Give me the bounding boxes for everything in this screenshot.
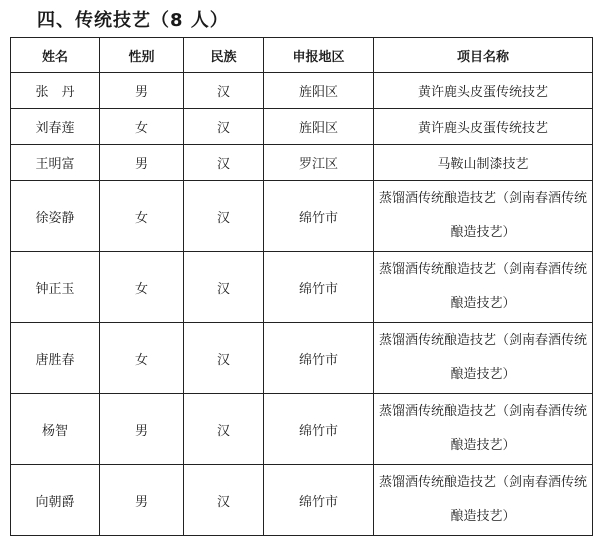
cell-ethnicity: 汉	[184, 323, 264, 394]
cell-name: 钟正玉	[11, 252, 100, 323]
cell-gender: 女	[100, 323, 184, 394]
cell-project: 蒸馏酒传统酿造技艺（剑南春酒传统酿造技艺）	[374, 323, 593, 394]
table-row	[11, 109, 593, 145]
cell-project: 黄许鹿头皮蛋传统技艺	[374, 109, 593, 145]
inheritor-table	[10, 37, 593, 536]
table-row	[11, 323, 593, 394]
cell-gender: 女	[100, 109, 184, 145]
cell-region: 旌阳区	[264, 73, 374, 109]
cell-name: 唐胜春	[11, 323, 100, 394]
header-region: 申报地区	[264, 38, 374, 73]
cell-name: 向朝爵	[11, 465, 100, 536]
cell-region: 绵竹市	[264, 323, 374, 394]
cell-name: 张 丹	[11, 73, 100, 109]
header-ethnicity: 民族	[184, 38, 264, 73]
cell-region: 绵竹市	[264, 394, 374, 465]
cell-ethnicity: 汉	[184, 394, 264, 465]
cell-region: 绵竹市	[264, 465, 374, 536]
table-row	[11, 394, 593, 465]
header-project: 项目名称	[374, 38, 593, 73]
cell-ethnicity: 汉	[184, 109, 264, 145]
cell-name: 杨智	[11, 394, 100, 465]
table-header-row	[11, 38, 593, 73]
section-title: 四、传统技艺（8 人）	[37, 10, 229, 31]
cell-ethnicity: 汉	[184, 145, 264, 181]
cell-project: 蒸馏酒传统酿造技艺（剑南春酒传统酿造技艺）	[374, 252, 593, 323]
cell-ethnicity: 汉	[184, 181, 264, 252]
cell-name: 刘春莲	[11, 109, 100, 145]
cell-name: 徐姿静	[11, 181, 100, 252]
cell-gender: 男	[100, 145, 184, 181]
cell-region: 旌阳区	[264, 109, 374, 145]
cell-name: 王明富	[11, 145, 100, 181]
cell-region: 罗江区	[264, 145, 374, 181]
cell-region: 绵竹市	[264, 252, 374, 323]
cell-ethnicity: 汉	[184, 73, 264, 109]
table-row	[11, 465, 593, 536]
cell-gender: 女	[100, 181, 184, 252]
cell-ethnicity: 汉	[184, 252, 264, 323]
table-row	[11, 181, 593, 252]
cell-project: 黄许鹿头皮蛋传统技艺	[374, 73, 593, 109]
cell-project: 蒸馏酒传统酿造技艺（剑南春酒传统酿造技艺）	[374, 465, 593, 536]
header-gender: 性别	[100, 38, 184, 73]
cell-region: 绵竹市	[264, 181, 374, 252]
cell-gender: 男	[100, 394, 184, 465]
table-row	[11, 73, 593, 109]
cell-gender: 男	[100, 73, 184, 109]
cell-ethnicity: 汉	[184, 465, 264, 536]
cell-project: 马鞍山制漆技艺	[374, 145, 593, 181]
table-row	[11, 145, 593, 181]
cell-project: 蒸馏酒传统酿造技艺（剑南春酒传统酿造技艺）	[374, 394, 593, 465]
cell-project: 蒸馏酒传统酿造技艺（剑南春酒传统酿造技艺）	[374, 181, 593, 252]
header-name: 姓名	[11, 38, 100, 73]
table-row	[11, 252, 593, 323]
cell-gender: 男	[100, 465, 184, 536]
cell-gender: 女	[100, 252, 184, 323]
